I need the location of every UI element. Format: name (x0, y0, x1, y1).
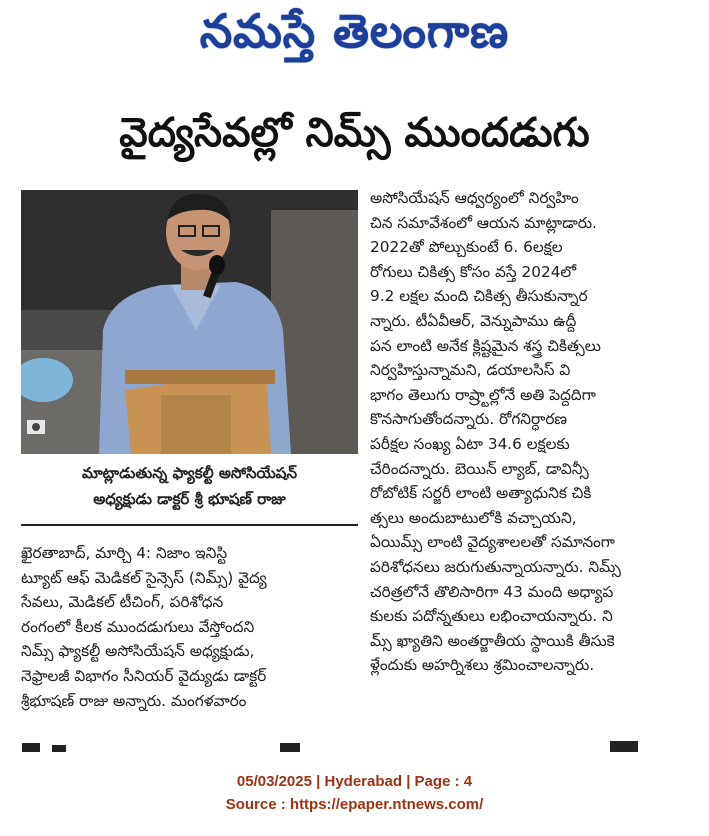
article-text-line: నిర్వహిస్తున్నామని, డయాలసిస్‌ వి (370, 361, 571, 380)
article-text-line: ఏయిమ్స్‌ లాంటి వైద్యశాలలతో సమానంగా (370, 533, 615, 552)
article-text-line: రోగులు చికిత్స కోసం వస్తే 2024లో (370, 262, 577, 281)
article-right-column (370, 186, 692, 678)
article-text-line: అసోసియేషన్‌ ఆధ్వర్యంలో నిర్వహిం (370, 189, 579, 207)
cropped-text-fragments (0, 739, 709, 752)
article-text-line: ళ్లేందుకు అహర్నిశలు శ్రమించాలన్నారు. (370, 656, 595, 675)
article-text-line: నెఫ్రాలజీ విభాగం సీనియర్‌ వైద్యుడు డాక్టర్‌ (21, 666, 267, 685)
article-text-line: కులకు పదోన్నతులు లభించాయన్నారు. ని (370, 607, 613, 626)
edition-info: 05/03/2025 | Hyderabad | Page : 4 (236, 773, 473, 790)
article-text-line: మ్స్‌ ఖ్యాతిని అంతర్జాతీయ స్థాయికి తీసుకె (370, 631, 615, 650)
masthead-title: నమస్తే తెలంగాణ (199, 4, 510, 58)
article-headline: వైద్యసేవల్లో నిమ్స్‌ ముందడుగు (119, 110, 590, 156)
article-text-line: చిన సమావేశంలో ఆయన మాట్లాడారు. (370, 213, 597, 232)
article-text-line: ఖైరతాబాద్‌, మార్చి 4: నిజాం ఇనిస్టి (21, 544, 228, 562)
photo-caption-line: మాట్లాడుతున్న ఫ్యాకల్టీ అసోసియేషన్‌ (82, 464, 297, 482)
source-link[interactable]: Source : https://epaper.ntnews.com/ (225, 796, 484, 813)
article-text-line: త్సలు అందుబాటులోకి వచ్చాయని, (370, 508, 577, 527)
article-text-line: ట్యూట్‌ ఆఫ్‌ మెడికల్‌ సైన్సెస్‌ (నిమ్స్‌) వైద్య (21, 568, 267, 587)
article-photo (21, 190, 358, 454)
article-text-line: రంగంలో కీలక ముందడుగులు వేస్తోందని (21, 617, 255, 636)
article-text-line: భాగం తెలుగు రాష్ర్టాల్లోనే అతి పెద్దదిగా (370, 385, 596, 404)
article-text-line: శ్రీభూషణ్‌ రాజు అన్నారు. మంగళవారం (21, 691, 247, 710)
article-text-line: 9.2 లక్షల మంది చికిత్స తీసుకున్నార (370, 287, 588, 306)
article-text-line: పన లాంటి అనేక క్లిష్టమైన శస్త్ర చికిత్సలు (370, 336, 601, 355)
article-text-line: రోబోటిక్‌ సర్జరీ లాంటి అత్యాధునిక చికి (370, 484, 592, 503)
speaker-photo-illustration (21, 190, 358, 454)
article-text-line: సేవలు, మెడికల్‌ టీచింగ్‌, పరిశోధన (21, 593, 224, 612)
caption-divider (21, 524, 358, 526)
cropped-next-article-edge (0, 738, 709, 752)
article-text-line: 2022తో పోల్చుకుంటే 6. 6లక్షల (370, 238, 563, 257)
article-text-line: కొనసాగుతోందన్నారు. రోగనిర్ధారణ (370, 410, 568, 429)
article-text-line: నిమ్స్‌ ఫ్యాకల్టీ అసోసియేషన్‌ అధ్యక్షుడు, (21, 642, 255, 661)
newspaper-masthead (0, 0, 709, 78)
article-text-line: న్నారు. టీఏవీఆర్‌, వెన్నుపాము ఉద్దీ (370, 311, 577, 330)
article-text-line: పరీక్షల సంఖ్య ఏటా 34.6 లక్షలకు (370, 434, 570, 453)
photo-caption-line: అధ్యక్షుడు డాక్టర్‌ శ్రీ భూషణ్‌ రాజు (93, 490, 286, 508)
article-left-column (21, 541, 358, 713)
photo-caption (21, 460, 358, 512)
article-text-line: చరిత్రలోనే తొలిసారిగా 43 మంది అధ్యాప (370, 582, 614, 601)
page-footer (0, 770, 709, 816)
article-text-line: పరిశోధనలు జరుగుతున్నాయన్నారు. నిమ్స్‌ (370, 557, 621, 576)
article-text-line: చేరిందన్నారు. బెయిన్‌ ల్యాబ్‌, డావిన్సీ (370, 459, 589, 478)
